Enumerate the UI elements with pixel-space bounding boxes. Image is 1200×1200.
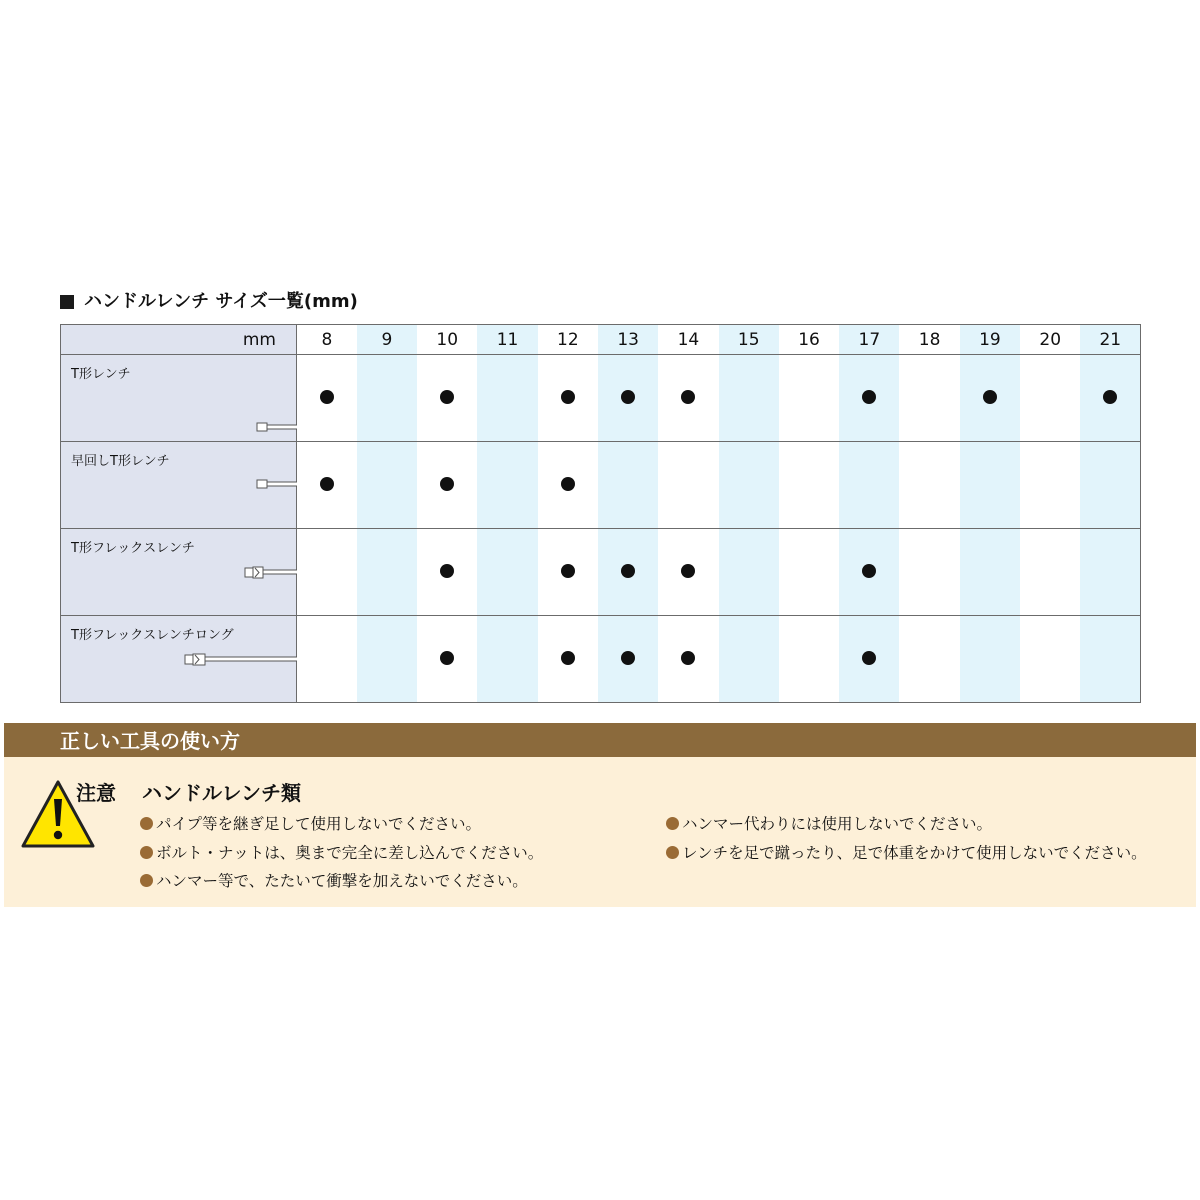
caution-title: ハンドルレンチ類 bbox=[142, 781, 301, 805]
available-dot bbox=[440, 390, 454, 404]
size-cell bbox=[779, 355, 839, 442]
size-header: 19 bbox=[960, 325, 1020, 355]
row-label-cell bbox=[61, 355, 297, 442]
size-cell bbox=[839, 616, 899, 703]
size-header: 10 bbox=[417, 325, 477, 355]
size-cell bbox=[899, 616, 959, 703]
size-cell bbox=[839, 355, 899, 442]
size-header: 14 bbox=[658, 325, 718, 355]
size-cell bbox=[719, 616, 779, 703]
table-row bbox=[61, 529, 1141, 616]
size-cell bbox=[1080, 529, 1140, 616]
table-header-row bbox=[61, 325, 1141, 355]
caution-note bbox=[140, 841, 543, 863]
row-name: 早回しT形レンチ bbox=[71, 454, 170, 469]
caution-note-text: レンチを足で蹴ったり、足で体重をかけて使用しないでください。 bbox=[682, 844, 1147, 862]
t-flex-wrench-long-icon bbox=[61, 616, 297, 703]
size-cell bbox=[477, 529, 537, 616]
caution-note bbox=[666, 812, 992, 834]
size-header: 16 bbox=[779, 325, 839, 355]
caution-note-text: ハンマー代わりには使用しないでください。 bbox=[682, 815, 993, 833]
bullet-icon bbox=[666, 817, 679, 830]
size-cell bbox=[1020, 529, 1080, 616]
row-label-cell bbox=[61, 529, 297, 616]
available-dot bbox=[561, 651, 575, 665]
size-cell bbox=[417, 442, 477, 529]
size-cell bbox=[960, 442, 1020, 529]
section-heading bbox=[60, 288, 358, 316]
caution-note-text: ハンマー等で、たたいて衝撃を加えないでください。 bbox=[156, 872, 528, 890]
table-row bbox=[61, 616, 1141, 703]
caution-note-text: ボルト・ナットは、奥まで完全に差し込んでください。 bbox=[156, 844, 544, 862]
available-dot bbox=[440, 477, 454, 491]
size-cell bbox=[960, 529, 1020, 616]
bullet-icon bbox=[666, 846, 679, 859]
size-header: 9 bbox=[357, 325, 417, 355]
available-dot bbox=[561, 564, 575, 578]
t-wrench-icon bbox=[61, 355, 297, 442]
available-dot bbox=[440, 651, 454, 665]
size-cell bbox=[1020, 616, 1080, 703]
size-cell bbox=[297, 616, 357, 703]
size-header: 12 bbox=[538, 325, 598, 355]
available-dot bbox=[561, 477, 575, 491]
bullet-icon bbox=[140, 874, 153, 887]
size-cell bbox=[719, 355, 779, 442]
caution-label: 注意 bbox=[76, 781, 116, 805]
caution-note bbox=[140, 869, 528, 891]
size-cell bbox=[658, 616, 718, 703]
size-header: 17 bbox=[839, 325, 899, 355]
size-cell bbox=[899, 529, 959, 616]
available-dot bbox=[621, 651, 635, 665]
available-dot bbox=[621, 390, 635, 404]
usage-bar-title: 正しい工具の使い方 bbox=[60, 729, 240, 753]
table-row bbox=[61, 442, 1141, 529]
size-cell bbox=[538, 529, 598, 616]
row-label-cell bbox=[61, 616, 297, 703]
size-cell bbox=[417, 616, 477, 703]
size-cell bbox=[417, 529, 477, 616]
usage-header-bar bbox=[4, 723, 1196, 757]
size-cell bbox=[960, 616, 1020, 703]
size-header: 18 bbox=[899, 325, 959, 355]
size-cell bbox=[538, 616, 598, 703]
table-row bbox=[61, 355, 1141, 442]
row-name: T形フレックスレンチ bbox=[71, 541, 195, 556]
size-cell bbox=[357, 616, 417, 703]
available-dot bbox=[1103, 390, 1117, 404]
available-dot bbox=[681, 390, 695, 404]
size-cell bbox=[658, 355, 718, 442]
size-cell bbox=[598, 442, 658, 529]
size-cell bbox=[297, 355, 357, 442]
size-cell bbox=[357, 442, 417, 529]
size-header: 21 bbox=[1080, 325, 1140, 355]
caution-note bbox=[140, 812, 481, 834]
row-name: T形レンチ bbox=[71, 367, 131, 382]
size-cell bbox=[538, 355, 598, 442]
available-dot bbox=[320, 477, 334, 491]
size-cell bbox=[779, 442, 839, 529]
size-cell bbox=[1080, 616, 1140, 703]
available-dot bbox=[983, 390, 997, 404]
available-dot bbox=[681, 564, 695, 578]
caution-note-text: パイプ等を継ぎ足して使用しないでください。 bbox=[156, 815, 482, 833]
available-dot bbox=[320, 390, 334, 404]
caution-note bbox=[666, 841, 1147, 863]
size-cell bbox=[839, 529, 899, 616]
size-cell bbox=[839, 442, 899, 529]
available-dot bbox=[561, 390, 575, 404]
available-dot bbox=[681, 651, 695, 665]
size-cell bbox=[357, 355, 417, 442]
available-dot bbox=[440, 564, 454, 578]
available-dot bbox=[862, 390, 876, 404]
available-dot bbox=[862, 651, 876, 665]
row-name: T形フレックスレンチロング bbox=[71, 628, 234, 643]
size-cell bbox=[598, 529, 658, 616]
size-cell bbox=[477, 616, 537, 703]
size-cell bbox=[538, 442, 598, 529]
bullet-icon bbox=[140, 817, 153, 830]
size-cell bbox=[417, 355, 477, 442]
table-body bbox=[61, 355, 1141, 703]
size-cell bbox=[598, 355, 658, 442]
square-bullet-icon bbox=[60, 295, 74, 309]
unit-label: mm bbox=[61, 325, 297, 355]
size-cell bbox=[899, 355, 959, 442]
size-cell bbox=[297, 529, 357, 616]
size-header: 8 bbox=[297, 325, 357, 355]
size-cell bbox=[719, 442, 779, 529]
size-cell bbox=[960, 355, 1020, 442]
size-header: 15 bbox=[719, 325, 779, 355]
size-cell bbox=[1080, 355, 1140, 442]
size-header: 13 bbox=[598, 325, 658, 355]
size-cell bbox=[1020, 355, 1080, 442]
row-label-cell bbox=[61, 442, 297, 529]
size-table bbox=[60, 324, 1141, 703]
speed-t-wrench-icon bbox=[61, 442, 297, 529]
size-cell bbox=[598, 616, 658, 703]
caution-box bbox=[4, 757, 1196, 907]
size-cell bbox=[658, 529, 718, 616]
size-cell bbox=[1020, 442, 1080, 529]
size-cell bbox=[658, 442, 718, 529]
size-cell bbox=[779, 616, 839, 703]
size-cell bbox=[477, 355, 537, 442]
size-header: 20 bbox=[1020, 325, 1080, 355]
available-dot bbox=[862, 564, 876, 578]
size-cell bbox=[1080, 442, 1140, 529]
t-flex-wrench-icon bbox=[61, 529, 297, 616]
size-cell bbox=[297, 442, 357, 529]
size-cell bbox=[719, 529, 779, 616]
size-cell bbox=[899, 442, 959, 529]
size-cell bbox=[779, 529, 839, 616]
available-dot bbox=[621, 564, 635, 578]
size-cell bbox=[357, 529, 417, 616]
bullet-icon bbox=[140, 846, 153, 859]
section-heading-text: ハンドルレンチ サイズ一覧(mm) bbox=[84, 291, 358, 312]
size-header: 11 bbox=[477, 325, 537, 355]
size-cell bbox=[477, 442, 537, 529]
